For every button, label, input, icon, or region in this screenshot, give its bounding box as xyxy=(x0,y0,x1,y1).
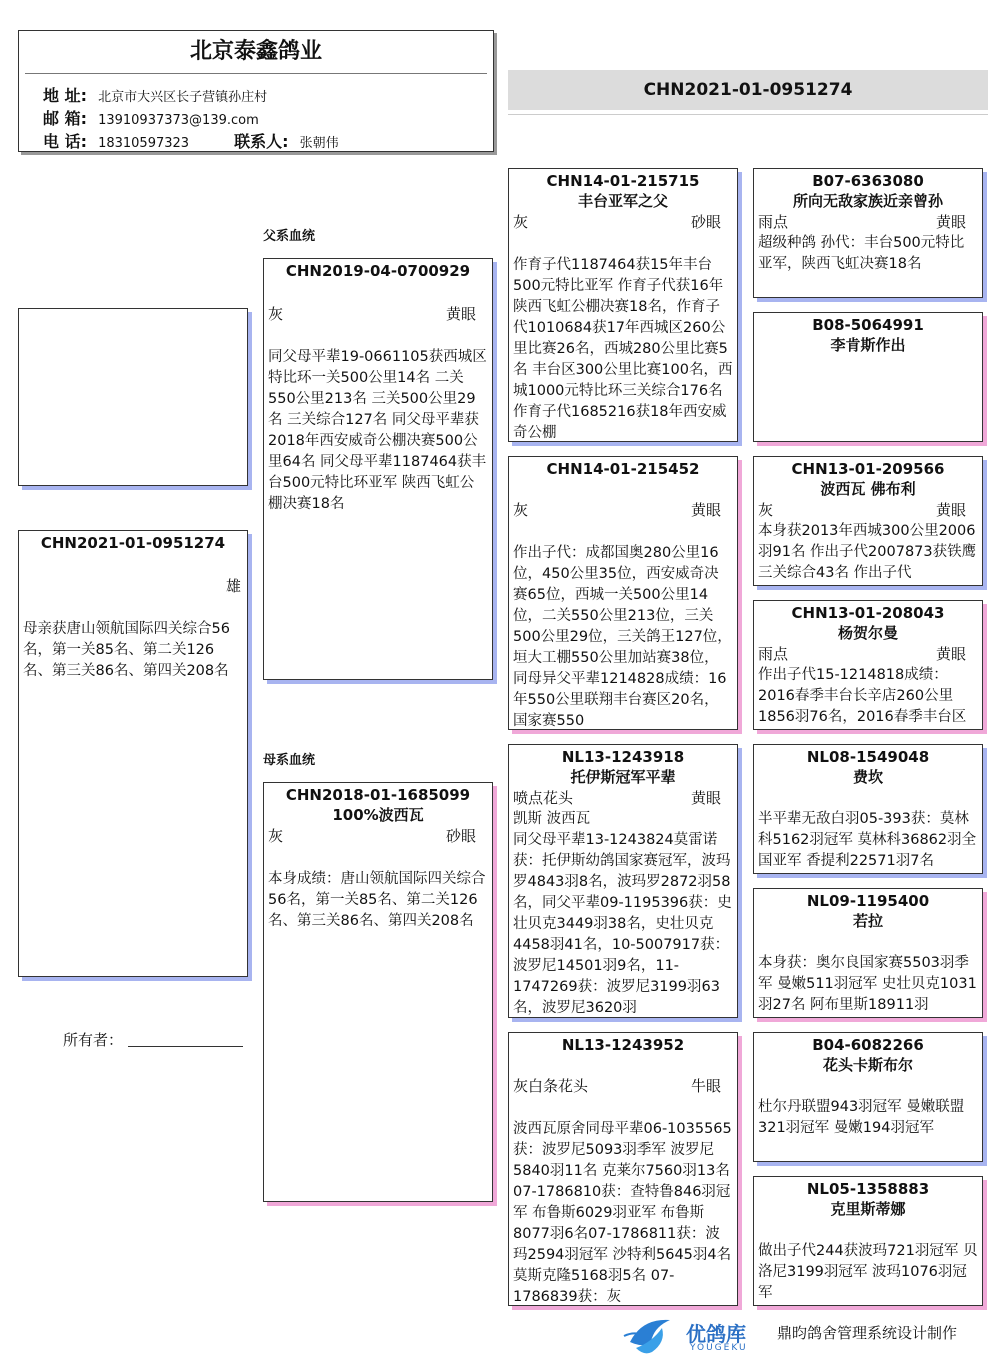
sire-color: 灰 xyxy=(268,305,284,323)
sire-sire-name: 丰台亚军之父 xyxy=(577,192,668,210)
dam-desc: 本身成绩：唐山领航国际四关综合56名，第一关85名、第二关126名、第三关86名、第四关208名 xyxy=(268,871,486,929)
sire-desc: 同父母平辈19-0661105获西城区特比环一关500公里14名 二关550公里213名 三关500公里29名 三关综合127名 同父母平辈获2018年西安威奇公棚决赛500公里64名 同父母平辈1187464获丰台500元特比环亚军 陕西飞虹公棚决赛18名 xyxy=(268,349,487,512)
dam-line-label: 母系血统 xyxy=(263,753,316,768)
owner-line xyxy=(128,1046,243,1047)
sss-eye: 黄眼 xyxy=(935,213,966,231)
ddd-desc: 做出子代244获波玛721羽冠军 贝洛尼3199羽冠军 波玛1076羽冠军 xyxy=(758,1243,978,1301)
sdd-card xyxy=(753,600,983,730)
owner-label: 所有者： xyxy=(63,1031,124,1049)
ssd-card xyxy=(753,312,983,442)
ddd-card xyxy=(753,1176,983,1306)
ddd-name: 克里斯蒂娜 xyxy=(830,1200,906,1218)
sire-sire-eye: 砂眼 xyxy=(690,213,721,231)
dam-ring: CHN2018-01-1685099 xyxy=(285,786,471,804)
dam-dam-eye: 牛眼 xyxy=(690,1077,721,1095)
sire-card xyxy=(263,258,493,680)
subject-card xyxy=(18,530,248,977)
dss-card xyxy=(753,744,983,874)
dam-dam-desc: 波西瓦原舍同母平辈06-1035565获：波罗尼5093羽季军 波罗尼5840羽11名 克莱尔7560羽13名 07-1786810获：查特鲁846羽冠军 布鲁斯6029羽亚军 布鲁斯8077羽6名07-1786811获：波玛2594羽冠军 沙特利5645羽4名 莫斯克隆5168羽5名 07-1786839获：灰 xyxy=(513,1121,732,1305)
sss-card xyxy=(753,168,983,298)
sss-color: 雨点 xyxy=(758,213,789,231)
dsd-ring: NL09-1195400 xyxy=(806,892,930,910)
sire-line-label: 父系血统 xyxy=(263,229,316,244)
sire-sire-ring: CHN14-01-215715 xyxy=(546,172,700,190)
dam-eye: 砂眼 xyxy=(445,827,476,845)
sss-name: 所向无敌家族近亲曾孙 xyxy=(792,192,943,210)
sds-color: 灰 xyxy=(758,501,774,519)
dam-sire-card xyxy=(508,744,738,1018)
sds-eye: 黄眼 xyxy=(935,501,966,519)
phone-value: 18310597323 xyxy=(98,136,190,151)
sdd-eye: 黄眼 xyxy=(935,645,966,663)
sdd-color: 雨点 xyxy=(758,645,789,663)
address-label: 地 址: xyxy=(43,86,87,105)
subject-desc: 母亲获唐山领航国际四关综合56名，第一关85名、第二关126名、第三关86名、第四关208名 xyxy=(23,621,230,679)
dds-ring: B04-6082266 xyxy=(812,1036,924,1054)
dss-ring: NL08-1549048 xyxy=(806,748,930,766)
pigeon-photo-box xyxy=(18,308,248,486)
subject-ring: CHN2021-01-0951274 xyxy=(40,534,226,552)
sds-desc: 本身获2013年西城300公里2006羽91名 作出子代2007873获铁鹰三关综合43名 作出子代 xyxy=(758,523,977,581)
dds-name: 花头卡斯布尔 xyxy=(822,1056,913,1074)
sdd-name: 杨贺尔曼 xyxy=(837,624,898,642)
dam-sire-eye: 黄眼 xyxy=(690,789,721,807)
email-value: 13910937373@139.com xyxy=(98,113,259,128)
sds-ring: CHN13-01-209566 xyxy=(791,460,945,478)
ssd-ring: B08-5064991 xyxy=(812,316,924,334)
sss-ring: B07-6363080 xyxy=(812,172,924,190)
dam-dam-name xyxy=(509,1055,737,1075)
dam-sire-color: 喷点花头 xyxy=(513,789,574,807)
dam-sire-desc: 同父母平辈13-1243824莫雷诺获：托伊斯幼鸽国家赛冠军，波玛罗4843羽8名，波玛罗2872羽58名，同父平辈09-1195396获：史壮贝克3449羽38名，史壮贝克4458羽41名，10-5007917获：波罗尼14501羽9名，11-1747269获：波罗尼3199羽63名，波罗尼3620羽 xyxy=(513,832,732,1016)
sdd-ring: CHN13-01-208043 xyxy=(791,604,945,622)
dam-color: 灰 xyxy=(268,827,284,845)
logo-text-en: YOUGEKU xyxy=(690,1343,748,1353)
dam-sire-name: 托伊斯冠军平辈 xyxy=(570,768,676,786)
dam-card xyxy=(263,782,493,1202)
sss-desc: 超级种鸽 孙代：丰台500元特比亚军，陕西飞虹决赛18名 xyxy=(758,235,965,272)
sire-dam-color: 灰 xyxy=(513,501,529,519)
made-by-text: 鼎昀鸽舍管理系统设计制作 xyxy=(777,1324,958,1342)
sire-dam-desc: 作出子代：成都国奥280公里16位，450公里35位，西安威奇决赛65位，西城一关500公里14位，二关550公里213位，三关500公里29位，三关鸽王127位，垣大工棚550公里加站赛38位，同母异父平辈1214828成绩：16年550公里联翔丰台赛区20名，国家赛550 xyxy=(513,545,732,729)
sire-sire-card xyxy=(508,168,738,442)
sdd-desc: 作出子代15-1214818成绩：2016春季丰台长辛店260公里1856羽76名，2016春季丰台区 xyxy=(758,667,967,725)
dam-sire-strain: 凯斯 波西瓦 xyxy=(513,811,591,827)
email-label: 邮 箱: xyxy=(43,109,87,128)
dss-desc: 半平辈无敌白羽05-393获：莫林科5162羽冠军 莫林科36862羽全国亚军 香提利22571羽7名 xyxy=(758,811,977,869)
dam-dam-color: 灰白条花头 xyxy=(513,1077,589,1095)
sire-dam-card xyxy=(508,456,738,730)
dsd-card xyxy=(753,888,983,1018)
dsd-desc: 本身获：奥尔良国家赛5503羽季军 曼嫩511羽冠军 史壮贝克1031羽27名 阿布里斯18911羽 xyxy=(758,955,977,1013)
phone-label: 电 话: xyxy=(43,132,87,151)
logo-icon xyxy=(622,1312,682,1358)
sire-dam-eye: 黄眼 xyxy=(690,501,721,519)
sds-card xyxy=(753,456,983,586)
subject-sex: 雄 xyxy=(225,577,241,595)
dam-dam-ring: NL13-1243952 xyxy=(561,1036,685,1054)
dam-sire-ring: NL13-1243918 xyxy=(561,748,685,766)
sds-name: 波西瓦 佛布利 xyxy=(820,480,916,498)
address-value: 北京市大兴区长子营镇孙庄村 xyxy=(98,90,268,105)
banner-underline xyxy=(508,114,988,115)
dss-name: 费坎 xyxy=(852,768,883,786)
loft-info-card xyxy=(18,30,494,152)
dam-dam-card xyxy=(508,1032,738,1306)
contact-label: 联系人: xyxy=(234,132,289,151)
dam-name: 100%波西瓦 xyxy=(332,806,424,824)
contact-value: 张朝伟 xyxy=(299,136,339,151)
dds-desc: 杜尔丹联盟943羽冠军 曼嫩联盟321羽冠军 曼嫩194羽冠军 xyxy=(758,1099,965,1136)
logo-text-cn: 优鸽库 xyxy=(686,1322,746,1346)
sire-sire-color: 灰 xyxy=(513,213,529,231)
sire-ring: CHN2019-04-0700929 xyxy=(285,262,471,280)
sire-sire-desc: 作育子代1187464获15年丰台500元特比亚军 作育子代获16年陕西飞虹公棚决赛18名，作育子代1010684获17年西城区260公里比赛26名，西城280公里比赛5名 丰台区300公里比赛100名，西城1000元特比环三关综合176名 作育子代1685216获18年西安威奇公棚 xyxy=(513,257,733,441)
sire-dam-name xyxy=(509,479,737,499)
main-ring-text: CHN2021-01-0951274 xyxy=(643,80,853,100)
sire-eye: 黄眼 xyxy=(445,305,476,323)
dds-card xyxy=(753,1032,983,1162)
ddd-ring: NL05-1358883 xyxy=(806,1180,930,1198)
ssd-name: 李肯斯作出 xyxy=(830,336,906,354)
dsd-name: 若拉 xyxy=(852,912,883,930)
title-divider xyxy=(25,73,487,74)
sire-dam-ring: CHN14-01-215452 xyxy=(546,460,700,478)
loft-title: 北京泰鑫鸽业 xyxy=(189,39,322,64)
